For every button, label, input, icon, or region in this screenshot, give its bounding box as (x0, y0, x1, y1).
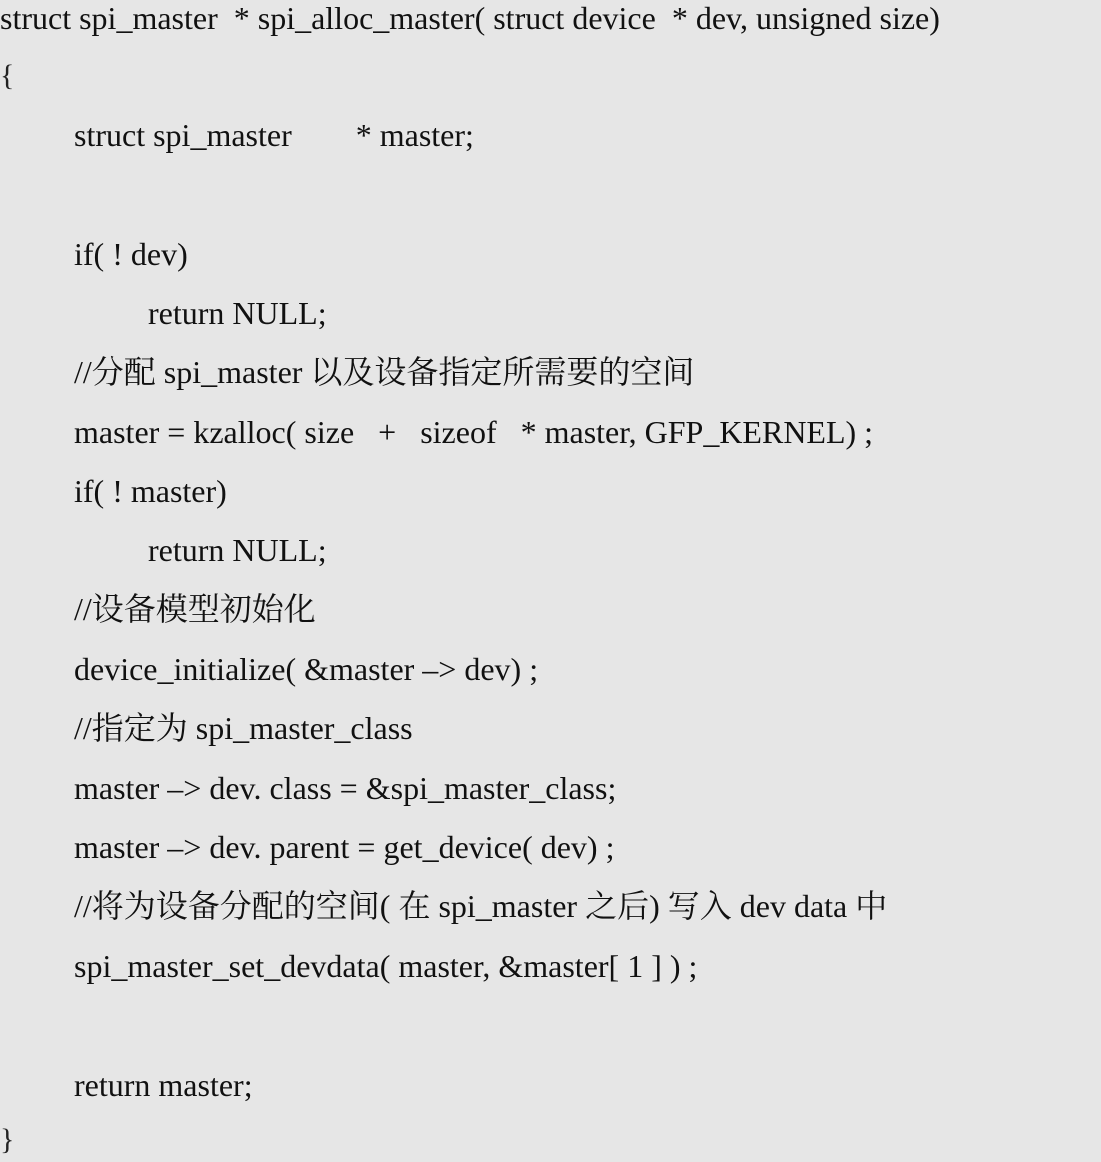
code-line-device-initialize: device_initialize( &master –> dev) ; (74, 651, 539, 687)
code-comment-specify-class: //指定为 spi_master_class (74, 710, 413, 746)
code-line-return-master: return master; (74, 1067, 253, 1103)
code-line-if-not-master: if( ! master) (74, 473, 227, 509)
code-line-if-not-dev: if( ! dev) (74, 236, 188, 272)
code-line-open-brace: { (0, 59, 15, 92)
code-line-function-signature: struct spi_master * spi_alloc_master( struct device * dev, unsigned size) (0, 0, 940, 36)
code-line-set-parent: master –> dev. parent = get_device( dev) ; (74, 829, 615, 865)
code-line-close-brace: } (0, 1123, 15, 1156)
code-line-set-devdata: spi_master_set_devdata( master, &master[ 1 ] ) ; (74, 948, 698, 984)
code-line-return-null-1: return NULL; (148, 295, 327, 331)
code-line-kzalloc: master = kzalloc( size + sizeof * master, GFP_KERNEL) ; (74, 414, 874, 450)
code-line-master-declaration: struct spi_master * master; (74, 117, 474, 153)
code-line-set-class: master –> dev. class = &spi_master_class; (74, 770, 617, 806)
code-line-return-null-2: return NULL; (148, 532, 327, 568)
code-comment-write-devdata: //将为设备分配的空间( 在 spi_master 之后) 写入 dev data 中 (74, 888, 888, 924)
code-comment-device-model-init: //设备模型初始化 (74, 591, 316, 627)
code-comment-allocate: //分配 spi_master 以及设备指定所需要的空间 (74, 354, 695, 390)
